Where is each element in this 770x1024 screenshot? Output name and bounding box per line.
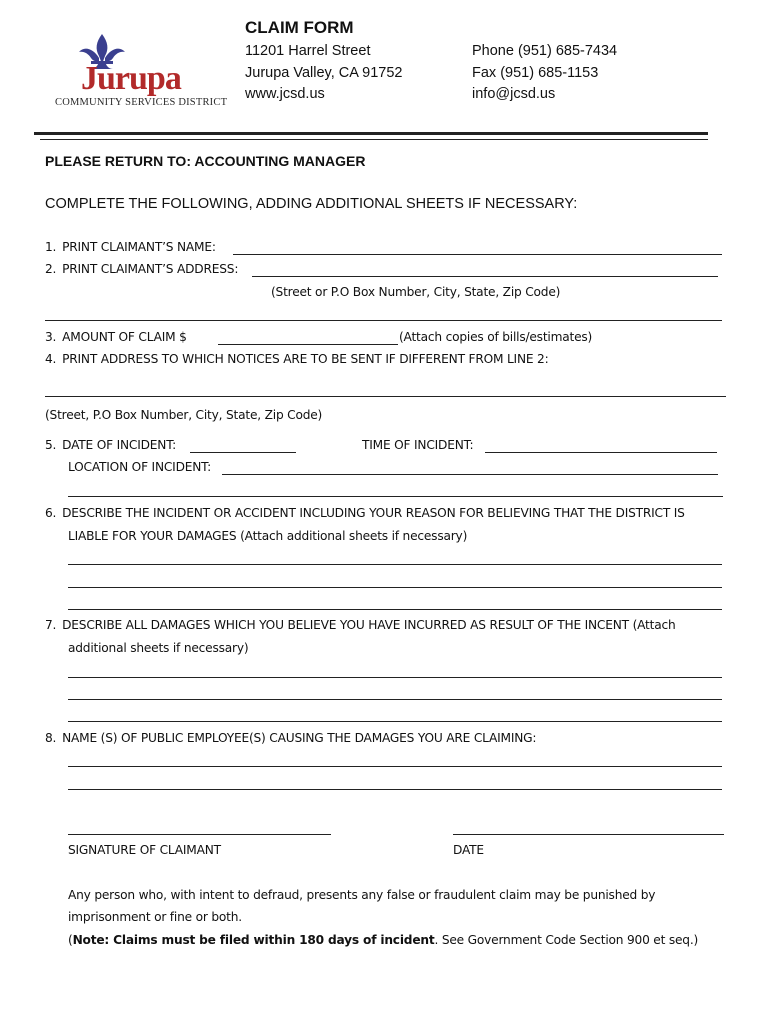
website-link[interactable]: www.jcsd.us — [245, 86, 325, 102]
damages-description-line-2[interactable] — [68, 699, 722, 700]
q7-label-line1: 7. DESCRIBE ALL DAMAGES WHICH YOU BELIEVE YOU HAVE INCURRED AS RESULT OF THE INCENT (Attach — [45, 618, 676, 632]
header-divider-thick — [34, 132, 708, 135]
note-open-paren: ( — [68, 933, 73, 947]
header-divider-thin — [40, 139, 708, 140]
address-city: Jurupa Valley, CA 91752 — [245, 64, 403, 81]
contact-block — [472, 41, 617, 106]
fraud-warning-line2: imprisonment or fine or both. — [68, 910, 242, 924]
employee-names-line-1[interactable] — [68, 766, 722, 767]
incident-location-field[interactable] — [222, 474, 718, 475]
email-link[interactable]: info@jcsd.us — [472, 86, 556, 102]
date-label: DATE — [453, 843, 484, 857]
phone-number: Phone (951) 685-7434 — [472, 43, 618, 59]
signature-date-field[interactable] — [453, 834, 724, 835]
signature-field[interactable] — [68, 834, 331, 835]
damages-description-line-1[interactable] — [68, 677, 722, 678]
claim-amount-field[interactable] — [218, 344, 398, 345]
q5-date-label: 5. DATE OF INCIDENT: — [45, 438, 177, 452]
claimant-name-field[interactable] — [233, 254, 722, 255]
note-bold-text: Note: Claims must be filed within 180 days of incident — [72, 933, 435, 947]
q6-label-line2: LIABLE FOR YOUR DAMAGES (Attach additional sheets if necessary) — [68, 529, 468, 543]
address-block — [245, 41, 402, 106]
return-to-heading: PLEASE RETURN TO: ACCOUNTING MANAGER — [45, 153, 366, 169]
incident-description-line-2[interactable] — [68, 587, 722, 588]
q7-label-line2: additional sheets if necessary) — [68, 641, 249, 655]
q3-hint: (Attach copies of bills/estimates) — [399, 330, 593, 344]
form-title: CLAIM FORM — [245, 18, 354, 37]
q2-hint: (Street or P.O Box Number, City, State, Zip Code) — [271, 285, 561, 299]
incident-date-field[interactable] — [190, 452, 296, 453]
logo-wordmark: Jurupa — [81, 60, 181, 97]
district-logo — [55, 34, 230, 114]
q8-label: 8. NAME (S) OF PUBLIC EMPLOYEE(S) CAUSING THE DAMAGES YOU ARE CLAIMING: — [45, 731, 537, 745]
incident-time-field[interactable] — [485, 452, 717, 453]
q2-label: 2. PRINT CLAIMANT’S ADDRESS: — [45, 262, 239, 276]
filing-deadline-note — [68, 933, 698, 947]
q4-label: 4. PRINT ADDRESS TO WHICH NOTICES ARE TO BE SENT IF DIFFERENT FROM LINE 2: — [45, 352, 549, 366]
notice-address-field[interactable] — [45, 396, 726, 397]
q5-time-label: TIME OF INCIDENT: — [362, 438, 474, 452]
address-street: 11201 Harrel Street — [245, 43, 371, 59]
logo-subtitle: COMMUNITY SERVICES DISTRICT — [55, 97, 228, 108]
claimant-address-field[interactable] — [252, 276, 718, 277]
note-rest-text: . See Government Code Section 900 et seq.) — [434, 933, 699, 947]
incident-location-field-2[interactable] — [68, 496, 723, 497]
damages-description-line-3[interactable] — [68, 721, 722, 722]
q4-hint: (Street, P.O Box Number, City, State, Zip Code) — [45, 408, 323, 422]
q6-label-line1: 6. DESCRIBE THE INCIDENT OR ACCIDENT INCLUDING YOUR REASON FOR BELIEVING THAT THE DISTRICT IS — [45, 506, 685, 520]
signature-label: SIGNATURE OF CLAIMANT — [68, 843, 221, 857]
incident-description-line-1[interactable] — [68, 564, 722, 565]
claimant-address-field-2[interactable] — [45, 320, 722, 321]
instructions-text: COMPLETE THE FOLLOWING, ADDING ADDITIONAL SHEETS IF NECESSARY: — [45, 196, 578, 212]
fax-number: Fax (951) 685-1153 — [472, 64, 599, 81]
incident-description-line-3[interactable] — [68, 609, 722, 610]
q3-label: 3. AMOUNT OF CLAIM $ — [45, 330, 187, 344]
employee-names-line-2[interactable] — [68, 789, 722, 790]
fraud-warning-line1: Any person who, with intent to defraud, presents any false or fraudulent claim may be punished by — [68, 888, 656, 902]
q1-label: 1. PRINT CLAIMANT’S NAME: — [45, 240, 216, 254]
q5-location-label: LOCATION OF INCIDENT: — [68, 460, 211, 474]
